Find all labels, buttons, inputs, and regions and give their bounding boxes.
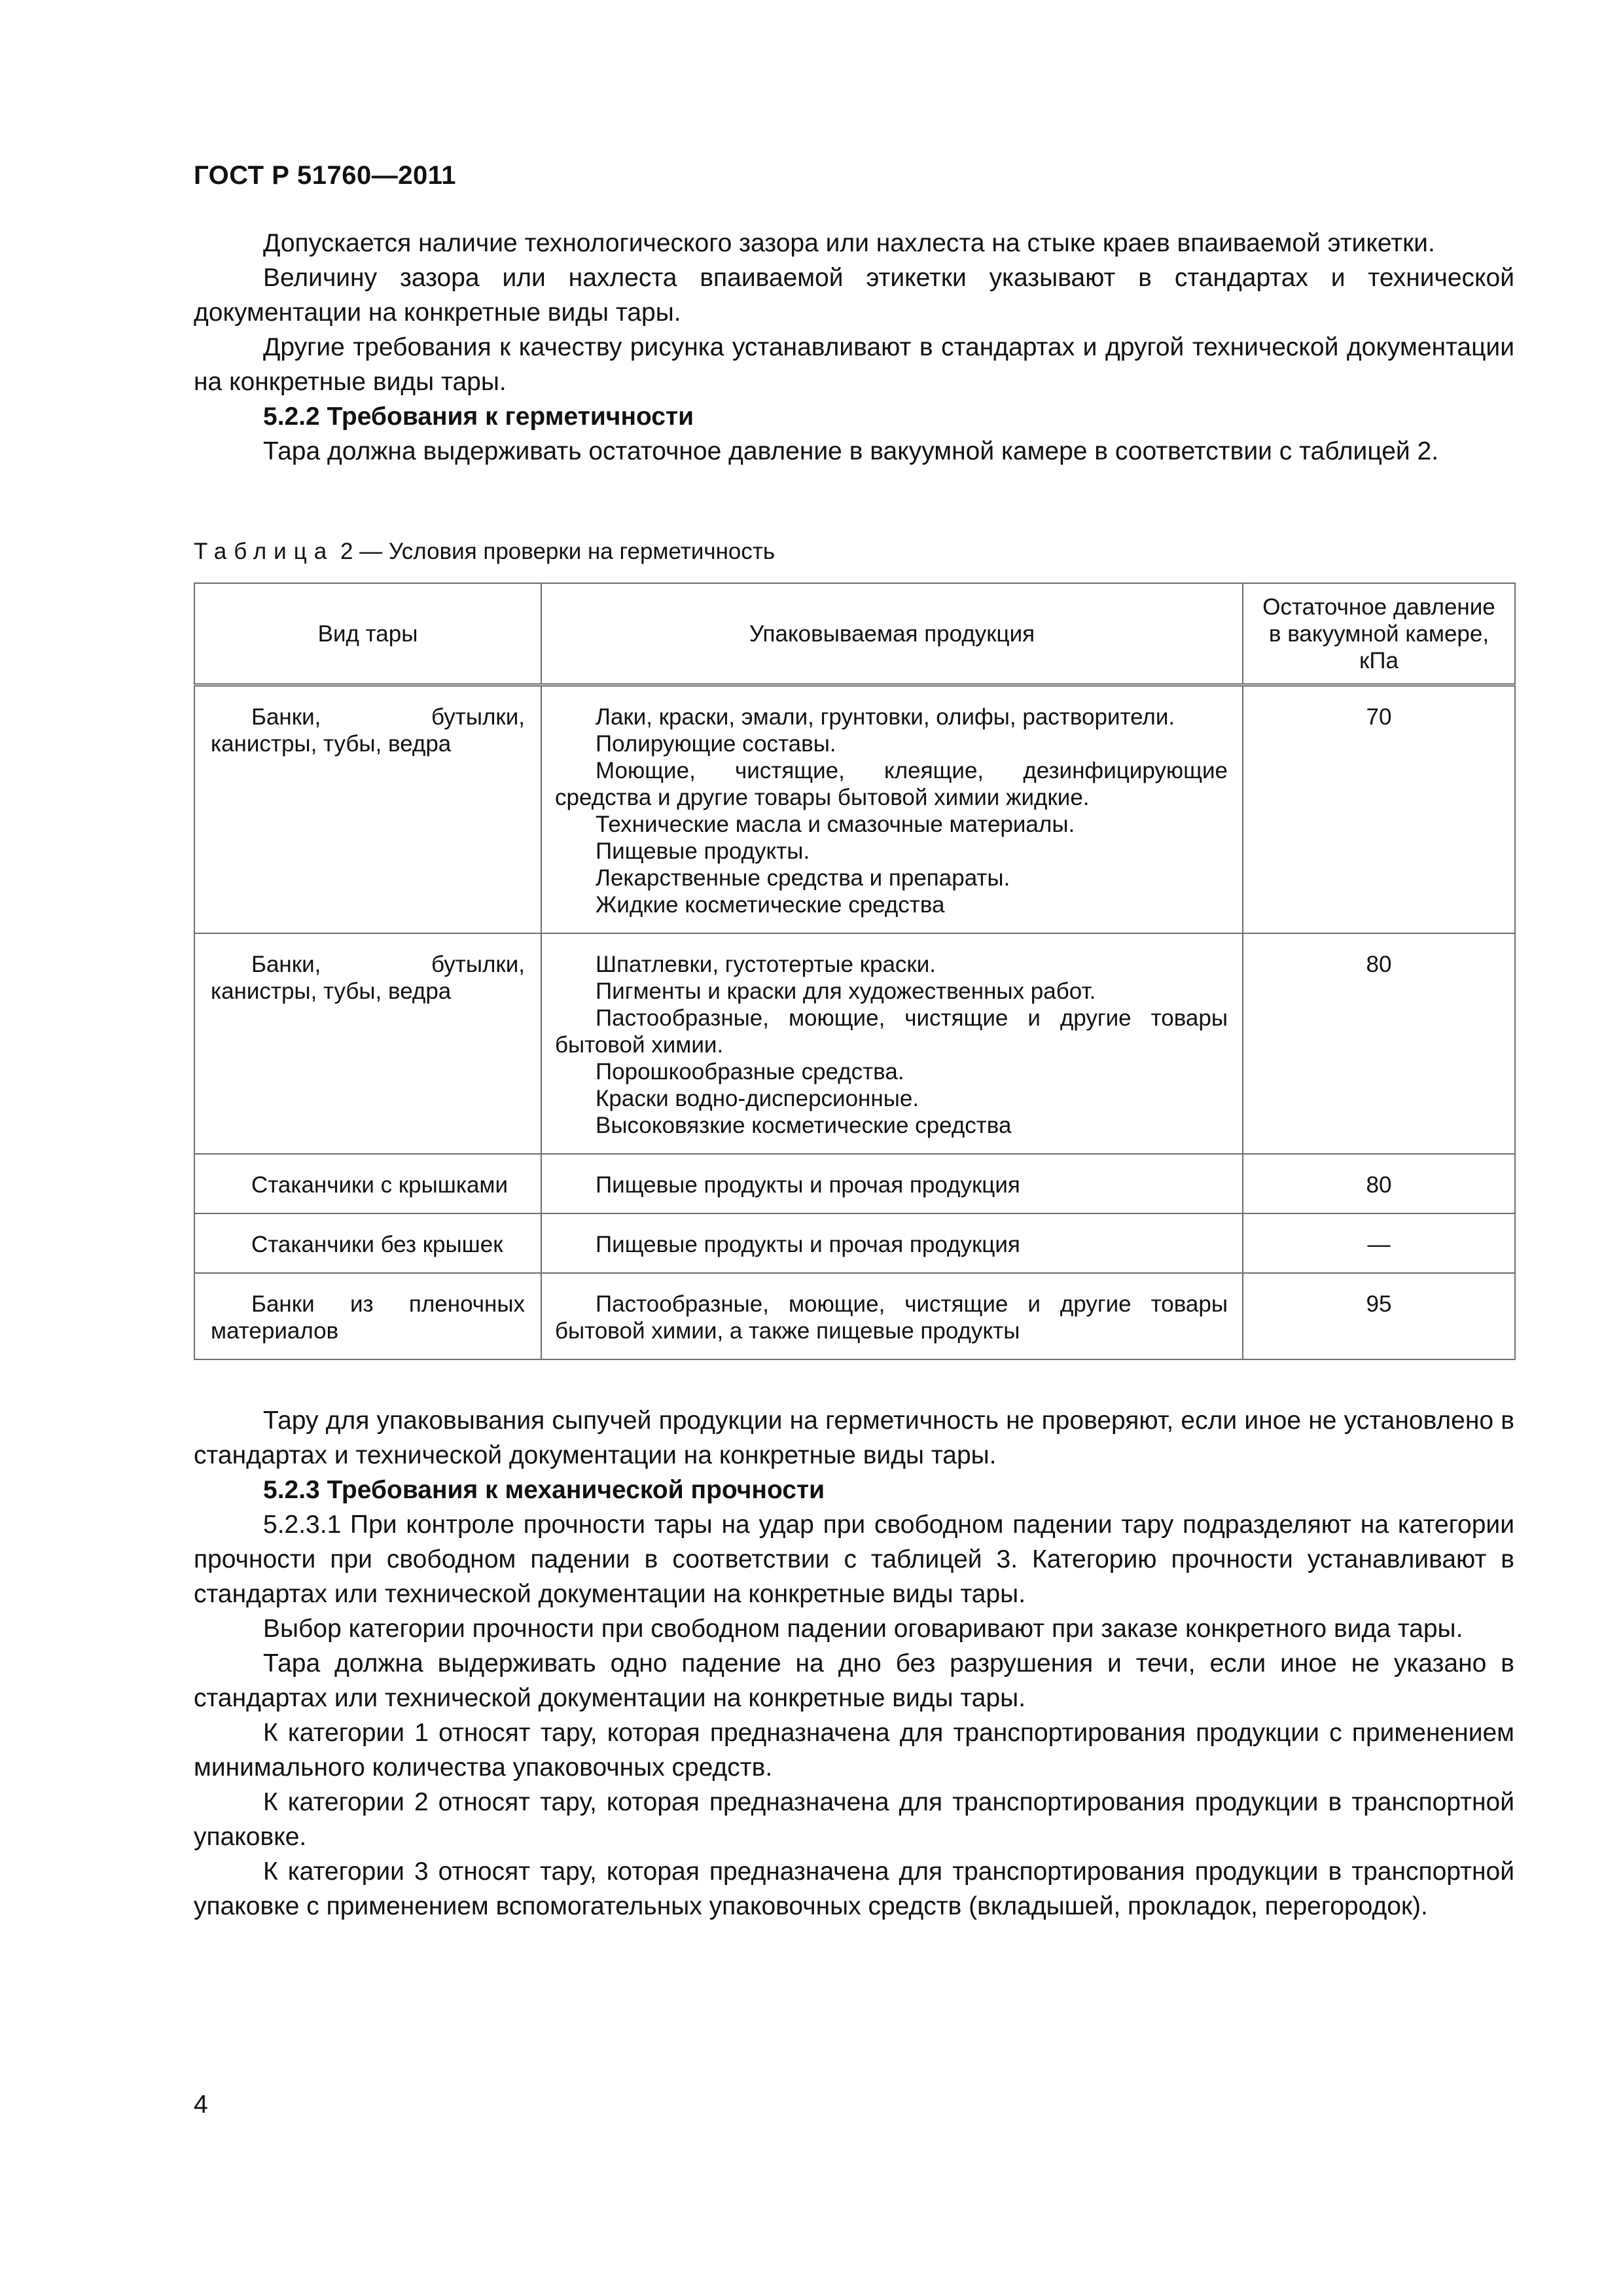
table-row bbox=[194, 685, 1515, 934]
table-row bbox=[194, 933, 1515, 1154]
product-line: Технические масла и смазочные материалы. bbox=[596, 812, 1075, 837]
table-header-row bbox=[194, 583, 1515, 685]
product-line: Пищевые продукты и прочая продукция bbox=[596, 1232, 1020, 1257]
table-row bbox=[194, 1154, 1515, 1213]
column-header-products: Упаковываемая продукция bbox=[541, 583, 1243, 685]
product-line: Полирующие составы. bbox=[596, 731, 836, 757]
product-line: Шпатлевки, густотертые краски. bbox=[596, 952, 936, 977]
section-heading-5-2-3: 5.2.3 Требования к механической прочности bbox=[263, 1476, 825, 1504]
product-line: Пастообразные, моющие, чистящие и другие товары бытовой химии. bbox=[555, 1005, 1228, 1058]
cell-pressure: 80 bbox=[1243, 933, 1515, 1154]
cell-container-type: Стаканчики с крышками bbox=[194, 1154, 541, 1213]
cell-container-type: Стаканчики без крышек bbox=[194, 1213, 541, 1273]
paragraph: Тару для упаковывания сыпучей продукции на герметичность не проверяют, если иное не установлено в стандартах и технической документации на конкретные виды тары. bbox=[194, 1407, 1514, 1469]
product-line: Пастообразные, моющие, чистящие и другие товары бытовой химии, а также пищевые продукты bbox=[555, 1291, 1228, 1344]
hermeticity-table bbox=[194, 583, 1516, 1360]
paragraph: К категории 3 относят тару, которая предназначена для транспортирования продукции в транспортной упаковке с применением вспомогательных упаковочных средств (вкладышей, прокладок, перегородок). bbox=[194, 1857, 1514, 1920]
cell-container-type: Банки, бутылки, канистры, тубы, ведра bbox=[194, 933, 541, 1154]
paragraph: Тара должна выдерживать остаточное давление в вакуумной камере в соответствии с таблицей 2. bbox=[263, 437, 1439, 465]
cell-container-type: Банки из пленочных материалов bbox=[194, 1273, 541, 1359]
section-heading-5-2-2: 5.2.2 Требования к герметичности bbox=[263, 403, 694, 431]
paragraph: Тара должна выдерживать одно падение на дно без разрушения и течи, если иное не указано в стандартах или технической документации на конкретные виды тары. bbox=[194, 1649, 1514, 1712]
product-line: Пищевые продукты и прочая продукция bbox=[596, 1172, 1020, 1198]
product-line: Краски водно-дисперсионные. bbox=[596, 1086, 919, 1111]
column-header-container-type: Вид тары bbox=[194, 583, 541, 685]
page-number: 4 bbox=[194, 2090, 208, 2119]
product-line: Жидкие косметические средства bbox=[596, 892, 945, 918]
table-caption bbox=[194, 537, 775, 566]
paragraph: 5.2.3.1 При контроле прочности тары на удар при свободном падении тару подразделяют на категории прочности при свободном падении в соответствии с таблицей 3. Категорию прочности устанавливают в стандартах или технической документации на конкретные виды тары. bbox=[194, 1511, 1514, 1608]
cell-products bbox=[541, 1213, 1243, 1273]
paragraph: К категории 1 относят тару, которая предназначена для транспортирования продукции с применением минимального количества упаковочных средств. bbox=[194, 1719, 1514, 1782]
paragraph: Выбор категории прочности при свободном падении оговаривают при заказе конкретного вида тары. bbox=[263, 1615, 1463, 1643]
product-line: Пищевые продукты. bbox=[596, 838, 810, 864]
body-text-block bbox=[194, 1403, 1514, 1924]
cell-products bbox=[541, 1154, 1243, 1213]
product-line: Лаки, краски, эмали, грунтовки, олифы, растворители. bbox=[596, 704, 1175, 730]
cell-container-type: Банки, бутылки, канистры, тубы, ведра bbox=[194, 685, 541, 934]
product-line: Моющие, чистящие, клеящие, дезинфицирующие средства и другие товары бытовой химии жидкие. bbox=[555, 758, 1228, 810]
table-caption-text: 2 — Условия проверки на герметичность bbox=[340, 539, 776, 564]
cell-pressure: — bbox=[1243, 1213, 1515, 1273]
table-row bbox=[194, 1273, 1515, 1359]
table-caption-word: Таблица bbox=[194, 539, 334, 564]
cell-products bbox=[541, 1273, 1243, 1359]
cell-products bbox=[541, 933, 1243, 1154]
cell-products bbox=[541, 685, 1243, 934]
paragraph: Величину зазора или нахлеста впаиваемой этикетки указывают в стандартах и технической документации на конкретные виды тары. bbox=[194, 264, 1514, 327]
cell-pressure: 80 bbox=[1243, 1154, 1515, 1213]
product-line: Высоковязкие косметические средства bbox=[596, 1113, 1012, 1138]
paragraph: К категории 2 относят тару, которая предназначена для транспортирования продукции в транспортной упаковке. bbox=[194, 1788, 1514, 1851]
product-line: Порошкообразные средства. bbox=[596, 1059, 904, 1085]
paragraph: Другие требования к качеству рисунка устанавливают в стандартах и другой технической документации на конкретные виды тары. bbox=[194, 333, 1514, 396]
cell-pressure: 95 bbox=[1243, 1273, 1515, 1359]
intro-text-block bbox=[194, 226, 1514, 469]
table-row bbox=[194, 1213, 1515, 1273]
cell-pressure: 70 bbox=[1243, 685, 1515, 934]
document-id-header: ГОСТ Р 51760—2011 bbox=[194, 161, 456, 190]
paragraph: Допускается наличие технологического зазора или нахлеста на стыке краев впаиваемой этикетки. bbox=[263, 229, 1435, 257]
column-header-pressure: Остаточное давление в вакуумной камере, кПа bbox=[1243, 583, 1515, 685]
product-line: Лекарственные средства и препараты. bbox=[596, 865, 1010, 891]
product-line: Пигменты и краски для художественных работ. bbox=[596, 978, 1096, 1004]
